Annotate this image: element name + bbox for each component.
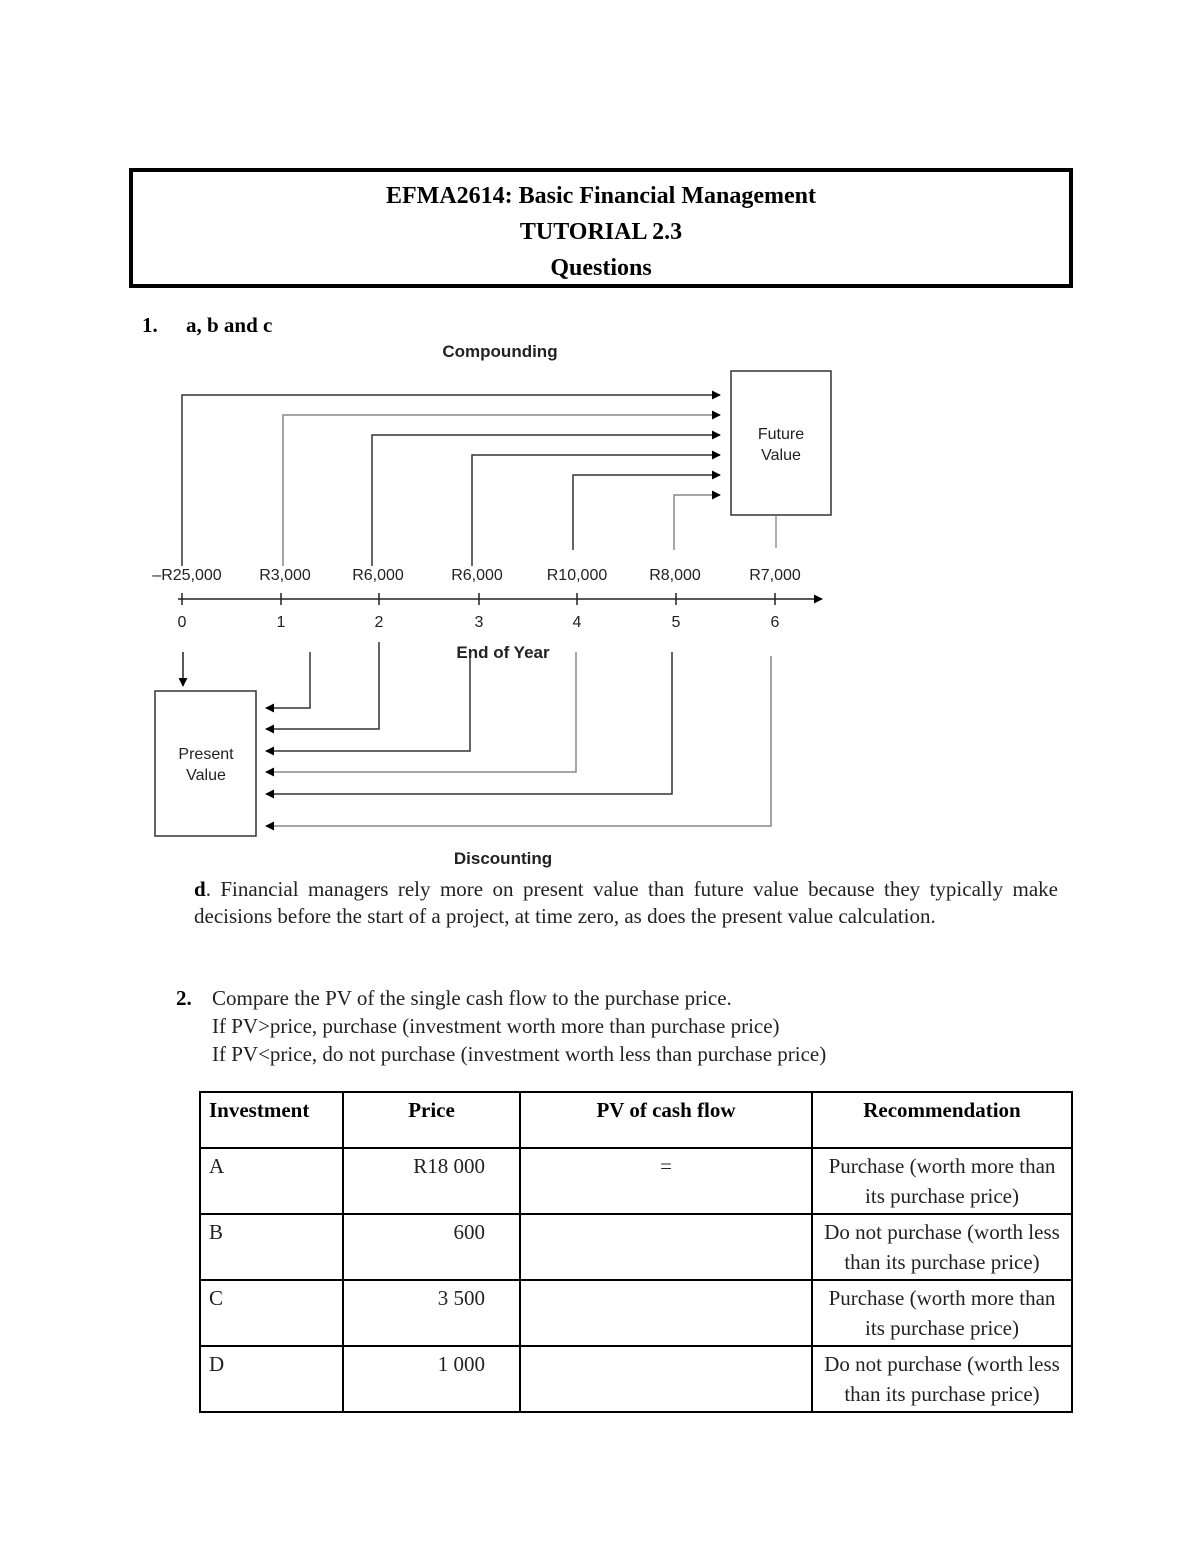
cell-price: 3 500 [343,1280,520,1346]
tutorial-title: TUTORIAL 2.3 [519,219,683,245]
discount-arrow-year-2 [266,642,379,729]
column-header-investment: Investment [200,1092,343,1148]
compounding-label: Compounding [442,342,558,361]
compound-arrow-year-1 [283,415,720,566]
question-2-line-1: Compare the PV of the single cash flow to the purchase price. [212,986,732,1010]
discounting-label: Discounting [453,849,553,868]
cell-investment: C [200,1280,343,1346]
year-3-label: 3 [474,614,484,631]
present-value-box [155,691,256,836]
discount-arrow-year-6 [266,656,771,826]
cash-flow-year-1: R3,000 [259,567,311,584]
compound-arrow-year-3 [472,455,720,566]
future-value-line-1: Future [757,426,805,443]
cell-price: 1 000 [343,1346,520,1412]
question-2-line-3: If PV<price, do not purchase (investment worth less than purchase price) [212,1042,827,1066]
year-5-label: 5 [671,614,681,631]
present-value-line-2: Value [186,767,226,784]
cash-flow-year-6: R7,000 [749,567,801,584]
table-row [200,1214,1072,1280]
investment-table [199,1091,1073,1413]
future-value-line-2: Value [761,447,801,464]
table-row [200,1346,1072,1412]
question-2-line-2: If PV>price, purchase (investment worth more than purchase price) [212,1014,780,1038]
discount-arrow-year-4 [266,652,576,772]
cell-recommendation: Do not purchase (worth less than its purchase price) [812,1346,1072,1412]
end-of-year-label: End of Year [456,643,550,662]
cell-investment: A [200,1148,343,1214]
column-header-price: Price [343,1092,520,1148]
year-2-label: 2 [374,614,384,631]
question-2-number: 2. [176,986,192,1010]
compound-arrow-year-0 [182,395,720,566]
compound-arrow-year-4 [573,475,720,550]
cell-investment: D [200,1346,343,1412]
cell-recommendation: Purchase (worth more than its purchase price) [812,1280,1072,1346]
cell-pv: = [520,1148,812,1214]
section-title: Questions [550,255,652,281]
title-box [129,168,1073,288]
part-d-label: d [194,877,206,901]
cell-pv [520,1280,812,1346]
cash-flow-year-2: R6,000 [352,567,404,584]
column-header-recommendation: Recommendation [812,1092,1072,1148]
table-row [200,1280,1072,1346]
course-title: EFMA2614: Basic Financial Management [386,183,816,209]
question-2 [176,984,826,1068]
cash-flow-year-0: –R25,000 [152,567,222,584]
cell-price: 600 [343,1214,520,1280]
cell-pv [520,1214,812,1280]
year-4-label: 4 [572,614,582,631]
table-header-row [200,1092,1072,1148]
question-1-part-d [194,876,1058,930]
discount-arrow-year-3 [266,652,470,751]
part-d-text: . Financial managers rely more on present value than future value because they typically make decisions before the start of a project, at time zero, as does the present value calculation. [194,877,1058,928]
discount-arrow-year-1 [266,652,310,708]
year-1-label: 1 [276,614,286,631]
time-value-diagram [0,330,1200,875]
cell-recommendation: Do not purchase (worth less than its purchase price) [812,1214,1072,1280]
compound-arrow-year-5 [674,495,720,550]
question-1-number: 1. [142,313,158,337]
cell-pv [520,1346,812,1412]
present-value-line-1: Present [178,746,234,763]
cash-flow-year-5: R8,000 [649,567,701,584]
cell-recommendation: Purchase (worth more than its purchase price) [812,1148,1072,1214]
year-6-label: 6 [770,614,780,631]
table-row [200,1148,1072,1214]
year-0-label: 0 [177,614,187,631]
question-1-label: a, b and c [186,313,273,337]
cell-price: R18 000 [343,1148,520,1214]
future-value-box [731,371,831,515]
cash-flow-year-3: R6,000 [451,567,503,584]
cash-flow-year-4: R10,000 [546,567,608,584]
column-header-pv: PV of cash flow [520,1092,812,1148]
cell-investment: B [200,1214,343,1280]
